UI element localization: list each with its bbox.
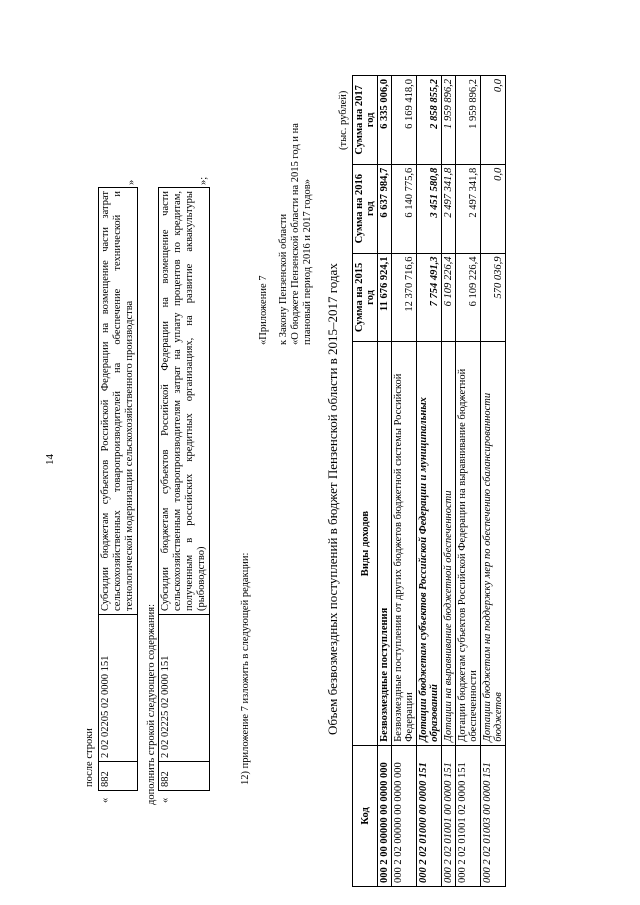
row-sum-2017: 1 959 896,2 bbox=[456, 76, 481, 165]
table-row bbox=[378, 76, 392, 887]
row-sum-2015: 7 754 491,3 bbox=[417, 253, 442, 342]
row-sum-2017: 6 169 418,0 bbox=[392, 76, 417, 165]
header-sum-2017: Сумма на 2017 год bbox=[353, 76, 378, 165]
item-12-text: 12) приложение 7 изложить в следующей редакции: bbox=[240, 552, 251, 785]
budget-code: 2 02 02205 02 0000 151 bbox=[99, 615, 138, 762]
row-income-type: Дотации на выравнивание бюджетной обеспеченности bbox=[442, 342, 456, 745]
revenue-table bbox=[352, 75, 506, 887]
row-sum-2017: 0,0 bbox=[481, 76, 506, 165]
table-row bbox=[392, 76, 417, 887]
row-income-type: Безвозмездные поступления от других бюджетов бюджетной системы Российской Федерации bbox=[392, 342, 417, 745]
income-description: Субсидии бюджетам субъектов Российской Федерации на возмещение части затрат сельскохозяйственных товаропроизводителей на обеспечение технической и технологической модернизации сельскохозяйственного производства bbox=[99, 188, 138, 615]
row-sum-2015: 6 109 226,4 bbox=[456, 253, 481, 342]
row-sum-2017: 2 858 855,2 bbox=[417, 76, 442, 165]
row-sum-2015: 6 109 226,4 bbox=[442, 253, 456, 342]
open-quote: « bbox=[159, 797, 171, 803]
row-sum-2017: 1 959 896,2 bbox=[442, 76, 456, 165]
close-quote: »; bbox=[197, 176, 209, 185]
appendix-line-4: плановый период 2016 и 2017 годов» bbox=[302, 179, 313, 345]
header-sum-2016: Сумма на 2016 год bbox=[353, 164, 378, 253]
row-sum-2016: 2 497 341,8 bbox=[456, 164, 481, 253]
after-lines-label: после строки bbox=[84, 728, 95, 787]
row-sum-2015: 12 370 716,6 bbox=[392, 253, 417, 342]
row-code: 000 2 02 01001 00 0000 151 bbox=[442, 745, 456, 886]
row-code: 000 2 02 01001 02 0000 151 bbox=[456, 745, 481, 886]
table-row bbox=[417, 76, 442, 887]
budget-code: 2 02 02225 02 0000 151 bbox=[159, 615, 210, 762]
header-sum-2015: Сумма на 2015 год bbox=[353, 253, 378, 342]
row-income-type: Дотации бюджетам субъектов Российской Федерации и муниципальных образований bbox=[417, 342, 442, 745]
table-row bbox=[442, 76, 456, 887]
row-income-type: Дотации бюджетам субъектов Российской Федерации на выравнивание бюджетной обеспеченности bbox=[456, 342, 481, 745]
first-insert-row bbox=[99, 173, 138, 805]
table-row bbox=[481, 76, 506, 887]
row-sum-2016: 0,0 bbox=[481, 164, 506, 253]
row-income-type: Безвозмездные поступления bbox=[378, 342, 392, 745]
income-description: Субсидии бюджетам субъектов Российской Федерации на возмещение части сельскохозяйственным товаропроизводителям затрат на уплату процентов по кредитам, полученным в российских кредитных организациях, на развитие аквакультуры (рыбоводство) bbox=[159, 188, 210, 615]
first-insert-table bbox=[98, 173, 138, 805]
row-sum-2015: 570 036,9 bbox=[481, 253, 506, 342]
open-quote: « bbox=[99, 797, 111, 803]
appendix-line-3: «О бюджете Пензенской области на 2015 год и на bbox=[290, 123, 301, 345]
row-sum-2016: 3 451 580,8 bbox=[417, 164, 442, 253]
row-sum-2016: 6 140 775,6 bbox=[392, 164, 417, 253]
table-header-row bbox=[353, 76, 378, 887]
table-body bbox=[378, 76, 506, 887]
row-sum-2016: 2 497 341,8 bbox=[442, 164, 456, 253]
row-code: 000 2 02 01003 00 0000 151 bbox=[481, 745, 506, 886]
admin-code: 882 bbox=[99, 762, 138, 791]
header-code: Код bbox=[353, 745, 378, 886]
add-line-label: дополнить строкой следующего содержания: bbox=[146, 603, 157, 805]
row-sum-2015: 11 676 924,1 bbox=[378, 253, 392, 342]
row-sum-2017: 6 335 006,0 bbox=[378, 76, 392, 165]
units-label: (тыс. рублей) bbox=[338, 90, 349, 150]
table-row bbox=[456, 76, 481, 887]
close-quote: » bbox=[125, 179, 137, 185]
appendix-line-2: к Закону Пензенской области bbox=[278, 213, 289, 345]
page-number: 14 bbox=[44, 454, 56, 465]
row-sum-2016: 6 637 984,7 bbox=[378, 164, 392, 253]
second-insert-row bbox=[159, 173, 210, 805]
appendix-line-1: «Приложение 7 bbox=[258, 275, 269, 345]
admin-code: 882 bbox=[159, 762, 210, 791]
row-code: 000 2 02 00000 00 0000 000 bbox=[392, 745, 417, 886]
row-code: 000 2 02 01000 00 0000 151 bbox=[417, 745, 442, 886]
second-insert-table bbox=[158, 173, 210, 805]
row-income-type: Дотации бюджетам на поддержку мер по обеспечению сбалансированности бюджетов bbox=[481, 342, 506, 745]
header-income-type: Виды доходов bbox=[353, 342, 378, 745]
appendix-header bbox=[258, 123, 314, 345]
document-title: Объем безвозмездных поступлений в бюджет Пензенской области в 2015–2017 годах bbox=[325, 263, 340, 735]
row-code: 000 2 00 00000 00 0000 000 bbox=[378, 745, 392, 886]
